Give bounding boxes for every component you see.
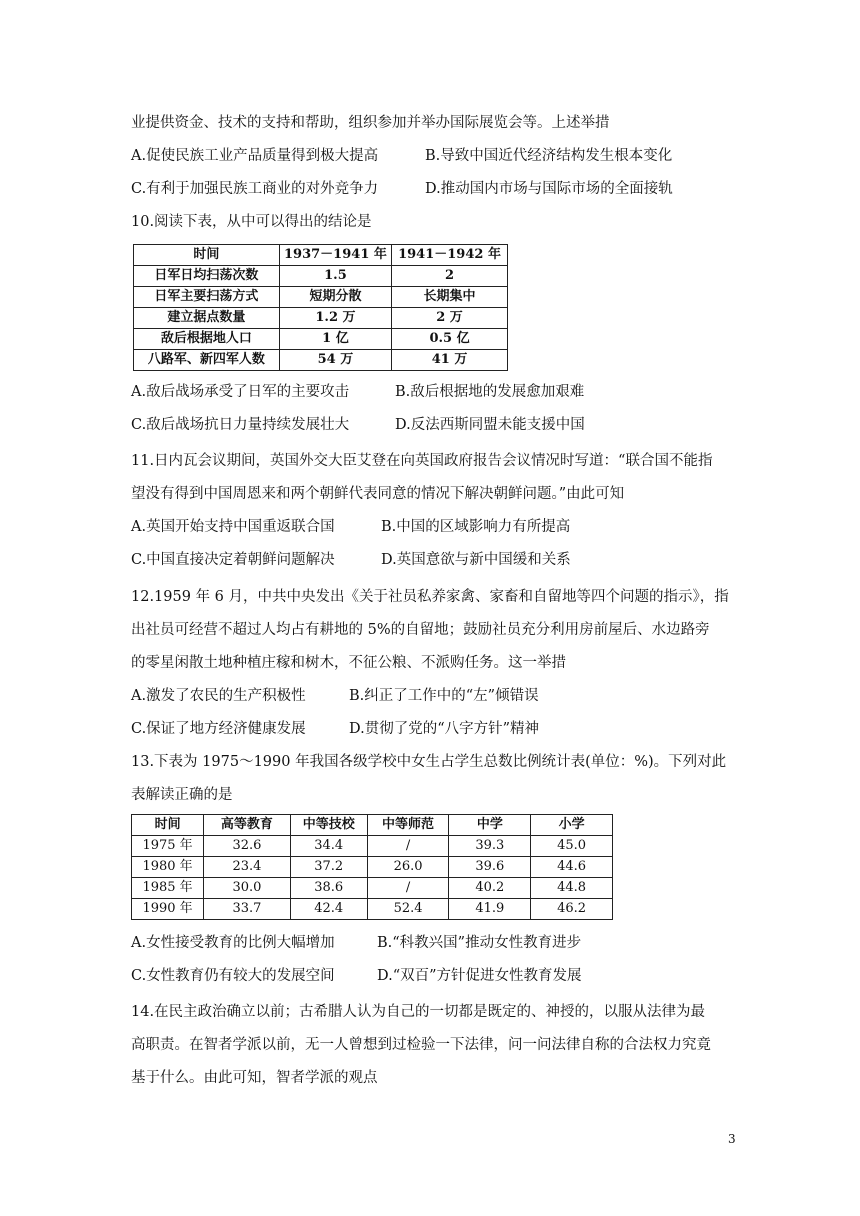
table-cell: 0.5 亿: [392, 329, 508, 350]
option-d: D.推动国内市场与国际市场的全面接轨: [425, 181, 673, 197]
paragraph-line: 业提供资金、技术的支持和帮助，组织参加并举办国际展览会等。上述举措: [131, 115, 610, 131]
table-row: [132, 857, 613, 878]
table-cell: 1 亿: [279, 329, 391, 350]
table-cell: 41 万: [392, 350, 508, 371]
option-a: A.英国开始支持中国重返联合国: [131, 519, 335, 535]
question-12-stem-3: 的零星闲散土地种植庄稼和树木，不征公粮、不派购任务。这一举措: [131, 655, 566, 671]
table-row: [134, 245, 508, 266]
page-number: 3: [728, 1132, 736, 1146]
option-a: A.激发了农民的生产积极性: [131, 688, 306, 704]
table-cell: 长期集中: [392, 287, 508, 308]
option-c: C.保证了地方经济健康发展: [131, 721, 306, 737]
table-header-cell: 时间: [132, 815, 204, 836]
option-c: C.中国直接决定着朝鲜问题解决: [131, 552, 335, 568]
option-b: B.导致中国近代经济结构发生根本变化: [425, 148, 673, 164]
table-cell: 44.8: [531, 878, 613, 899]
table-cell: 26.0: [367, 857, 449, 878]
table-row: [132, 836, 613, 857]
table-cell: 23.4: [204, 857, 291, 878]
table-cell: /: [367, 878, 449, 899]
table-row: [134, 350, 508, 371]
question-14-stem-3: 基于什么。由此可知，智者学派的观点: [131, 1070, 378, 1086]
option-b: B.“科教兴国”推动女性教育进步: [377, 935, 582, 951]
table-cell: 54 万: [279, 350, 391, 371]
table-cell: 38.6: [290, 878, 367, 899]
option-b: B.敌后根据地的发展愈加艰难: [395, 384, 585, 400]
table-header-cell: 中学: [449, 815, 531, 836]
option-d: D.反法西斯同盟未能支援中国: [395, 417, 585, 433]
table-cell: 1.2 万: [279, 308, 391, 329]
table-cell: 40.2: [449, 878, 531, 899]
table-cell: 45.0: [531, 836, 613, 857]
table-cell: 33.7: [204, 899, 291, 920]
table-cell: 2 万: [392, 308, 508, 329]
table-cell: 39.3: [449, 836, 531, 857]
table-cell: 41.9: [449, 899, 531, 920]
table-header-cell: 中等技校: [290, 815, 367, 836]
table-cell: 八路军、新四军人数: [134, 350, 280, 371]
option-a: A.促使民族工业产品质量得到极大提高: [131, 148, 379, 164]
table-header-cell: 小学: [531, 815, 613, 836]
option-c: C.敌后战场抗日力量持续发展壮大: [131, 417, 350, 433]
option-d: D.贯彻了党的“八字方针”精神: [349, 721, 540, 737]
table-cell: 1985 年: [132, 878, 204, 899]
option-c: C.女性教育仍有较大的发展空间: [131, 968, 335, 984]
table-header-cell: 中等师范: [367, 815, 449, 836]
table-row: [134, 329, 508, 350]
option-d: D.“双百”方针促进女性教育发展: [377, 968, 582, 984]
question-13-stem-2: 表解读正确的是: [131, 787, 233, 803]
table-row: [132, 815, 613, 836]
option-b: B.纠正了工作中的“左”倾错误: [349, 688, 539, 704]
question-11-stem-2: 望没有得到中国周恩来和两个朝鲜代表同意的情况下解决朝鲜问题。”由此可知: [131, 486, 625, 502]
option-b: B.中国的区域影响力有所提高: [381, 519, 571, 535]
table-cell: 39.6: [449, 857, 531, 878]
table-cell: 敌后根据地人口: [134, 329, 280, 350]
table-cell: 日军主要扫荡方式: [134, 287, 280, 308]
table-cell: 30.0: [204, 878, 291, 899]
table-cell: 1.5: [279, 266, 391, 287]
table-header-cell: 1937－1941 年: [279, 245, 391, 266]
table-female-education: [131, 814, 613, 920]
table-cell: 1980 年: [132, 857, 204, 878]
table-cell: /: [367, 836, 449, 857]
table-row: [134, 287, 508, 308]
table-cell: 日军日均扫荡次数: [134, 266, 280, 287]
table-cell: 2: [392, 266, 508, 287]
table-header-cell: 1941－1942 年: [392, 245, 508, 266]
table-header-cell: 高等教育: [204, 815, 291, 836]
table-cell: 1975 年: [132, 836, 204, 857]
table-cell: 短期分散: [279, 287, 391, 308]
table-row: [134, 266, 508, 287]
table-cell: 46.2: [531, 899, 613, 920]
question-13-stem: 13.下表为 1975～1990 年我国各级学校中女生占学生总数比例统计表(单位：%)。下列对此: [131, 754, 727, 770]
table-cell: 37.2: [290, 857, 367, 878]
table-header-cell: 时间: [134, 245, 280, 266]
question-12-stem-2: 出社员可经营不超过人均占有耕地的 5%的自留地；鼓励社员充分利用房前屋后、水边路旁: [131, 622, 710, 638]
table-cell: 34.4: [290, 836, 367, 857]
table-cell: 44.6: [531, 857, 613, 878]
table-cell: 42.4: [290, 899, 367, 920]
table-row: [132, 878, 613, 899]
option-a: A.女性接受教育的比例大幅增加: [131, 935, 335, 951]
question-14-stem: 14.在民主政治确立以前；古希腊人认为自己的一切都是既定的、神授的，以服从法律为最: [131, 1004, 706, 1020]
option-c: C.有利于加强民族工商业的对外竞争力: [131, 181, 379, 197]
question-11-stem: 11.日内瓦会议期间，英国外交大臣艾登在向英国政府报告会议情况时写道：“联合国不能指: [131, 453, 713, 469]
option-a: A.敌后战场承受了日军的主要攻击: [131, 384, 350, 400]
table-cell: 52.4: [367, 899, 449, 920]
table-row: [132, 899, 613, 920]
table-cell: 建立据点数量: [134, 308, 280, 329]
table-anti-japanese-war: [133, 244, 508, 371]
table-row: [134, 308, 508, 329]
table-cell: 1990 年: [132, 899, 204, 920]
table-cell: 32.6: [204, 836, 291, 857]
question-10-stem: 10.阅读下表，从中可以得出的结论是: [131, 214, 372, 230]
option-d: D.英国意欲与新中国缓和关系: [381, 552, 571, 568]
question-12-stem: 12.1959 年 6 月，中共中央发出《关于社员私养家禽、家畜和自留地等四个问题的指示》，指: [131, 589, 729, 605]
question-14-stem-2: 高职责。在智者学派以前，无一人曾想到过检验一下法律，问一问法律自称的合法权力究竟: [131, 1037, 711, 1053]
